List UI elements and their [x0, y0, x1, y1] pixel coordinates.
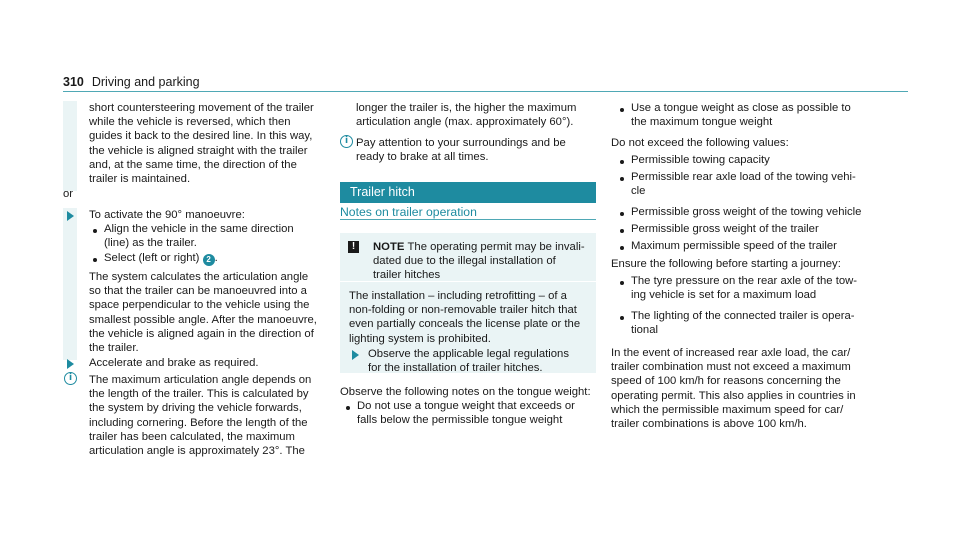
final-paragraph	[611, 346, 856, 431]
text-line: trailer hitches	[373, 269, 441, 282]
bullet-align	[104, 222, 294, 250]
value-item: Permissible gross weight of the towing vehicle	[631, 206, 862, 218]
right-top-bullet	[631, 101, 851, 129]
text-line: (line) as the trailer.	[104, 237, 197, 250]
left-step-bar	[63, 101, 77, 191]
page-number: 310	[63, 75, 84, 89]
bullet-icon	[620, 212, 624, 216]
bullet-icon	[620, 316, 624, 320]
notice-label: NOTE	[373, 241, 405, 253]
left-intro	[89, 101, 314, 186]
text-line: the vehicle is aligned again in the direction of	[89, 327, 314, 340]
step-arrow-icon	[67, 211, 74, 221]
section-title: Trailer hitch	[340, 182, 596, 203]
text-line: Do not use a tongue weight that exceeds or	[357, 400, 575, 412]
text-line: trailer has been calculated, the maximum	[89, 430, 295, 443]
header-rule	[63, 91, 908, 92]
text-line: In the event of increased rear axle load, the car/	[611, 347, 851, 359]
ensure-item: The lighting of the connected trailer is opera- tional	[631, 310, 855, 337]
bullet-icon	[620, 229, 624, 233]
text-line: which the permissible maximum speed for car/	[611, 403, 844, 416]
bullet-icon	[620, 246, 624, 250]
text-line: the maximum tongue weight	[631, 116, 773, 129]
system-description	[89, 270, 317, 355]
text-line: operating permit. This also applies in countries in	[611, 389, 856, 402]
text-line: non-folding or non-removable trailer hitch that	[349, 304, 577, 317]
left-info	[89, 373, 311, 458]
notice-action	[368, 347, 569, 375]
exceed-label: Do not exceed the following values:	[611, 137, 789, 149]
text-line: space perpendicular to the vehicle using the	[89, 299, 310, 312]
text-line: the length of the trailer. This is calculated by	[89, 388, 309, 401]
bullet-icon	[620, 108, 624, 112]
text-line: the vehicle is aligned straight with the trailer	[89, 144, 308, 157]
subheading: Notes on trailer operation	[340, 205, 477, 219]
ensure-item: The tyre pressure on the rear axle of the tow- ing vehicle is set for a maximum load	[631, 275, 858, 302]
or-label: or	[63, 188, 74, 200]
text-line: speed of 100 km/h for reasons concerning the	[611, 375, 841, 388]
step-activate: To activate the 90° manoeuvre:	[89, 209, 245, 221]
text-line: smallest possible angle. After the manoeuvre,	[89, 313, 317, 326]
text-line: while the vehicle is reversed, which then	[89, 116, 291, 129]
notice-body	[349, 289, 580, 346]
text-line: longer the trailer is, the higher the maximum	[356, 102, 577, 114]
text-line: trailer combinations is above 100 km/h.	[611, 418, 807, 431]
middle-info	[356, 136, 566, 164]
text-line: guides it back to the desired line. In this way,	[89, 130, 313, 143]
step-accelerate: Accelerate and brake as required.	[89, 357, 259, 369]
bullet-icon	[93, 258, 97, 262]
value-item: Permissible towing capacity	[631, 154, 770, 166]
notice-header: NOTE The operating permit may be invali- dated due to the illegal installation of trailer hitches	[373, 240, 593, 283]
text-line: lighting system is prohibited.	[349, 332, 491, 345]
text-line: Use a tongue weight as close as possible to	[631, 102, 851, 114]
text-line: dated due to the illegal installation of	[373, 255, 556, 268]
middle-continuation	[356, 101, 576, 129]
text-line: The installation – including retrofitting – of a	[349, 290, 567, 302]
text-line: The maximum articulation angle depends on	[89, 374, 312, 386]
text-line: articulation angle is approximately 23°. The	[89, 445, 305, 458]
bullet-icon	[620, 281, 624, 285]
bullet-select: Select (left or right) 2 .	[104, 252, 218, 264]
text-line: even partially conceals the license plate or the	[349, 318, 581, 331]
chapter-title: Driving and parking	[91, 75, 200, 89]
warning-icon: !	[348, 241, 359, 253]
text-line: so that the trailer can be manoeuvred into a	[89, 285, 307, 298]
text-line: the trailer.	[89, 342, 139, 355]
value-item: Maximum permissible speed of the trailer	[631, 240, 837, 252]
value-item: Permissible rear axle load of the towing vehi- cle	[631, 171, 856, 198]
value-item: Permissible gross weight of the trailer	[631, 223, 819, 235]
text-line: trailer combination must not exceed a maximum	[611, 361, 851, 374]
notice-divider	[340, 281, 596, 282]
tongue-weight-bullet	[357, 399, 575, 427]
observe-line: Observe the following notes on the tongue weight:	[340, 386, 591, 398]
info-icon: i	[64, 372, 77, 385]
text-line: the system by driving the vehicle forwards,	[89, 402, 302, 415]
text-line: The system calculates the articulation angle	[89, 271, 309, 283]
bullet-icon	[93, 229, 97, 233]
step-arrow-icon	[352, 350, 359, 360]
text-line: articulation angle (max. approximately 60°).	[356, 116, 574, 129]
info-icon: i	[340, 135, 353, 148]
ensure-label: Ensure the following before starting a journey:	[611, 258, 841, 270]
text-line: ready to brake at all times.	[356, 151, 489, 164]
text-line: including cornering. Before the length of the	[89, 416, 308, 429]
text-line: trailer is maintained.	[89, 173, 191, 186]
text-line: short countersteering movement of the trailer	[89, 102, 314, 114]
text-line: for the installation of trailer hitches.	[368, 362, 543, 375]
bullet-icon	[620, 177, 624, 181]
bullet-icon	[620, 160, 624, 164]
page-header	[63, 75, 200, 89]
left-step-bar-2	[63, 208, 77, 360]
step-arrow-icon	[67, 359, 74, 369]
notice-box	[340, 233, 596, 373]
bullet-icon	[346, 406, 350, 410]
callout-number-icon: 2	[203, 254, 215, 266]
text-line: Observe the applicable legal regulations	[368, 348, 569, 360]
subheading-rule	[340, 219, 596, 220]
text-line: and, at the same time, the direction of the	[89, 158, 297, 171]
text-line: Pay attention to your surroundings and be	[356, 137, 566, 149]
text-line: Align the vehicle in the same direction	[104, 223, 294, 235]
text-line: falls below the permissible tongue weight	[357, 414, 563, 427]
